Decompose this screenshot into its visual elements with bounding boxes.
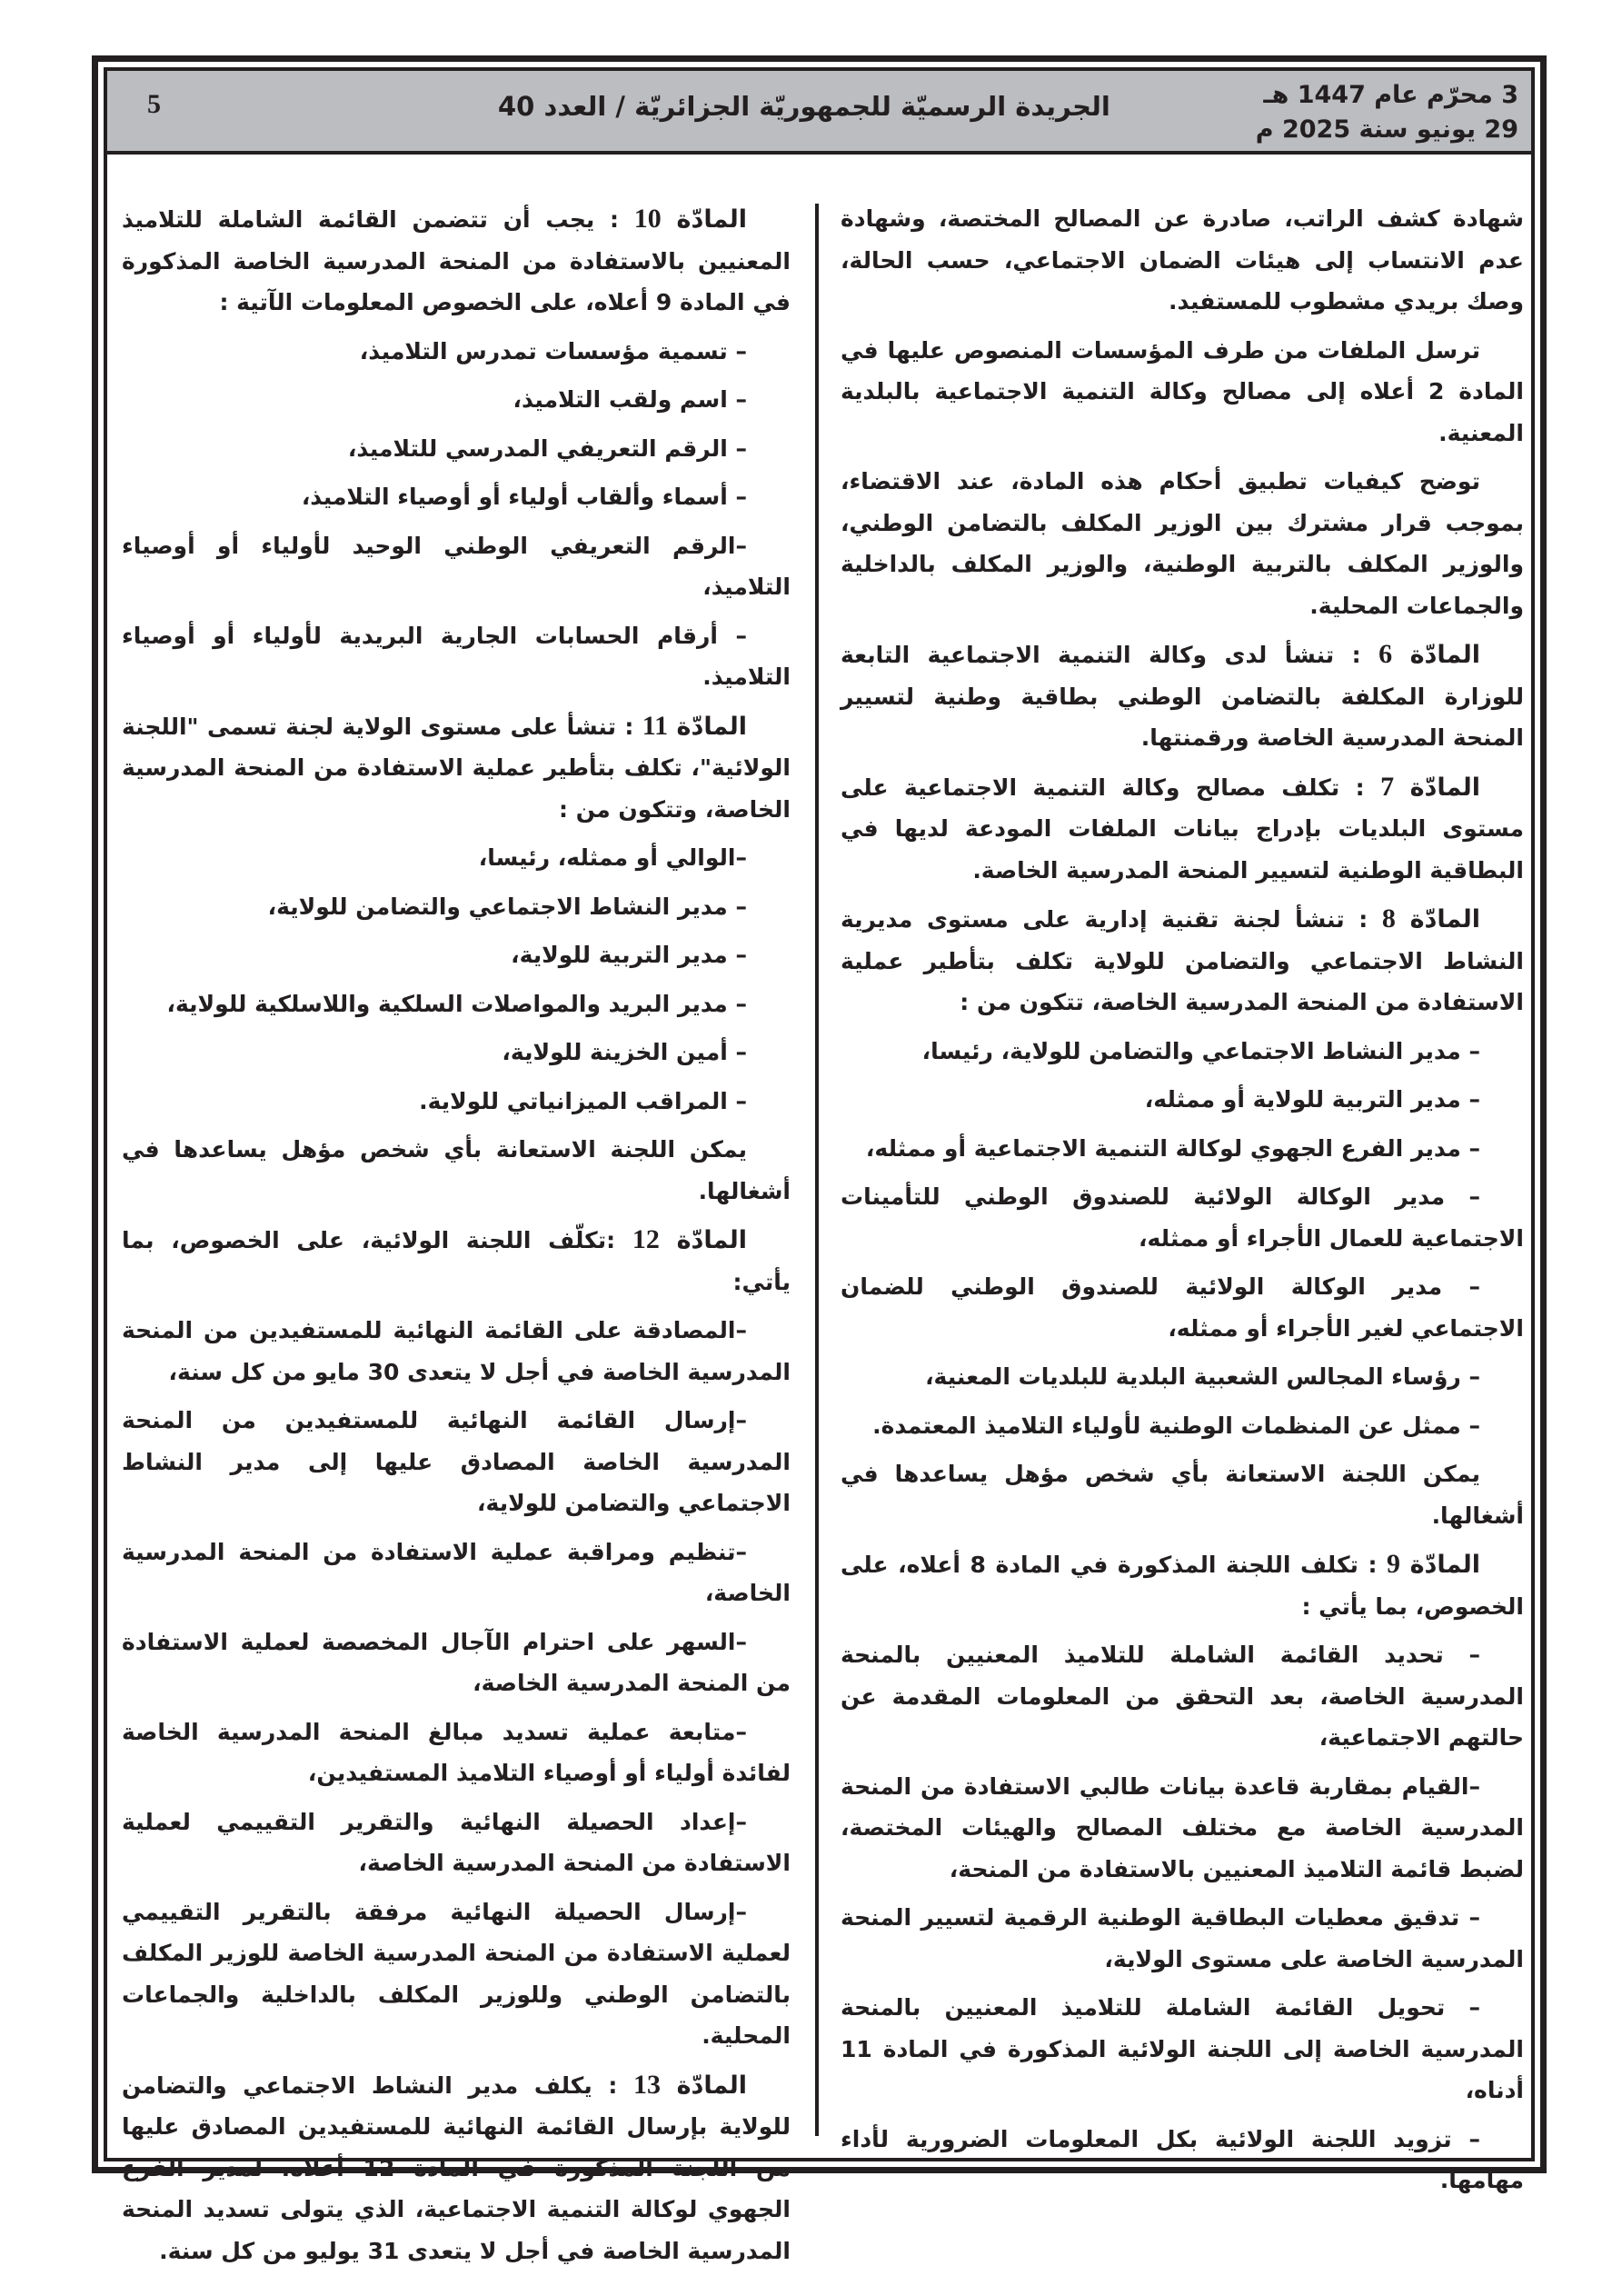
article-label: المادّة	[676, 2071, 747, 2100]
article-number: 9	[1387, 1549, 1401, 1579]
list-item: –إرسال الحصيلة النهائية مرفقة بالتقرير التقييمي لعملية الاستفادة من المنحة المدرسية الخاصة للوزير المكلف بالتضامن الوطني وللوزير المكلف بالداخلية والجماعات المحلية.	[122, 1898, 791, 2049]
list-item: – تحويل القائمة الشاملة للتلاميذ المعنيين بالمنحة المدرسية الخاصة إلى اللجنة الولائية المذكورة في المادة 11 أدناه،	[841, 1994, 1524, 2103]
list-item: –القيام بمقاربة قاعدة بيانات طالبي الاستفادة من المنحة المدرسية الخاصة مع مختلف المصالح والهيئات المختصة، لضبط قائمة التلاميذ المعنيين بالاستفادة من المنحة،	[841, 1772, 1524, 1882]
article-10	[122, 198, 791, 324]
list-item: – تزويد اللجنة الولائية بكل المعلومات الضرورية لأداء مهامها.	[841, 2125, 1524, 2193]
article-number: 6	[1378, 639, 1393, 669]
list-item: – مدير التربية للولاية،	[511, 942, 747, 968]
list-item: – مدير الفرع الجهوي لوكالة التنمية الاجتماعية أو ممثله،	[865, 1134, 1480, 1162]
list-item: –إعداد الحصيلة النهائية والتقرير التقييمي لعملية الاستفادة من المنحة المدرسية الخاصة،	[122, 1808, 791, 1876]
list-item: – مدير البريد والمواصلات السلكية واللاسلكية للولاية،	[166, 990, 747, 1017]
column-divider	[815, 204, 819, 2136]
article-label: المادّة	[676, 712, 747, 741]
list-item: – أرقام الحسابات الجارية البريدية لأولياء أو أوصياء التلاميذ.	[122, 622, 791, 690]
list-item: – تسمية مؤسسات تمدرس التلاميذ،	[359, 337, 747, 364]
issue-date	[1256, 78, 1518, 147]
list-item: – تحديد القائمة الشاملة للتلاميذ المعنيين بالمنحة المدرسية الخاصة، بعد التحقق من المعلومات المقدمة عن حالتهم الاجتماعية،	[841, 1642, 1524, 1751]
article-8	[841, 898, 1524, 1023]
page-header	[107, 71, 1531, 155]
article-number: 13	[632, 2069, 661, 2100]
article-9	[841, 1543, 1524, 1627]
list-item: – أمين الخزينة للولاية،	[502, 1039, 747, 1065]
article-number: 12	[632, 1224, 660, 1254]
list-item: – تدقيق معطيات البطاقية الوطنية الرقمية لتسيير المنحة المدرسية الخاصة على مستوى الولاية،	[841, 1904, 1524, 1972]
article-label: المادّة	[1409, 773, 1480, 802]
paragraph: شهادة كشف الراتب، صادرة عن المصالح المختصة، وشهادة عدم الانتساب إلى هيئات الضمان الاجتماعي، حسب الحالة، وصك بريدي مشطوب للمستفيد.	[841, 205, 1524, 314]
gregorian-date: 29 يونيو سنة 2025 م	[1255, 115, 1518, 144]
list-item: – مدير النشاط الاجتماعي والتضامن للولاية،	[267, 893, 747, 920]
list-item: – أسماء وألقاب أولياء أو أوصياء التلاميذ،	[301, 484, 747, 510]
article-6	[841, 634, 1524, 759]
list-item: –تنظيم ومراقبة عملية الاستفادة من المنحة المدرسية الخاصة،	[122, 1538, 791, 1606]
right-column	[841, 198, 1524, 2209]
article-text: : يجب أن تتضمن القائمة الشاملة للتلاميذ المعنيين بالاستفادة من المنحة المدرسية الخاصة المذكورة في المادة 9 أعلاه، على الخصوص المعلومات الآتية :	[122, 206, 791, 315]
list-item: – رؤساء المجالس الشعبية البلدية للبلديات المعنية،	[925, 1363, 1480, 1390]
list-item: –الوالي أو ممثله، رئيسا،	[478, 844, 747, 871]
list-item: – ممثل عن المنظمات الوطنية لأولياء التلاميذ المعتمدة.	[872, 1412, 1480, 1439]
article-11	[122, 705, 791, 831]
list-item: – مدير التربية للولاية أو ممثله،	[1144, 1086, 1480, 1113]
list-item: –إرسال القائمة النهائية للمستفيدين من المنحة المدرسية الخاصة المصادق عليها إلى مدير النشاط الاجتماعي والتضامن للولاية،	[122, 1407, 791, 1516]
page-border-inner	[104, 67, 1535, 2264]
article-text: : يكلف مدير النشاط الاجتماعي والتضامن للولاية بإرسال القائمة النهائية للمستفيدين المصادق عليها من اللجنة المذكورة في المادة 12 أعلاه، لمدير الفرع الجهوي لوكالة التنمية الاجتماعية، الذي يتولى تسديد المنحة المدرسية الخاصة في أجل لا يتعدى 31 يوليو من كل سنة.	[122, 2071, 791, 2264]
list-item: –الرقم التعريفي الوطني الوحيد لأولياء أو أوصياء التلاميذ،	[122, 532, 791, 600]
list-item: – اسم ولقب التلاميذ،	[512, 386, 747, 413]
article-text: :تكلّف اللجنة الولائية، على الخصوص، بما يأتي:	[122, 1227, 791, 1295]
article-number: 10	[633, 204, 662, 234]
article-label: المادّة	[1409, 641, 1480, 669]
article-7	[841, 766, 1524, 892]
article-number: 11	[642, 710, 669, 741]
list-item: –متابعة عملية تسديد مبالغ المنحة المدرسية الخاصة لفائدة أولياء أو أوصياء التلاميذ المستفيدين،	[122, 1718, 791, 1786]
article-13	[122, 2064, 791, 2272]
left-column	[122, 198, 791, 2279]
list-item: –السهر على احترام الآجال المخصصة لعملية الاستفادة من المنحة المدرسية الخاصة،	[122, 1628, 791, 1696]
journal-title: الجريدة الرسميّة للجمهوريّة الجزائريّة / العدد 40	[498, 91, 1110, 122]
list-item: – الرقم التعريفي المدرسي للتلاميذ،	[347, 434, 747, 462]
article-number: 8	[1381, 903, 1396, 933]
hijri-date: 3 محرّم عام 1447 هـ	[1263, 81, 1518, 109]
list-item: – مدير الوكالة الولائية للصندوق الوطني للضمان الاجتماعي لغير الأجراء أو ممثله،	[841, 1273, 1524, 1342]
list-item: – مدير الوكالة الولائية للصندوق الوطني للتأمينات الاجتماعية للعمال الأجراء أو ممثله،	[841, 1183, 1524, 1252]
article-text: : تنشأ على مستوى الولاية لجنة تسمى "اللجنة الولائية"، تكلف بتأطير عملية الاستفادة من المنحة المدرسية الخاصة، وتتكون من :	[122, 713, 791, 823]
list-item: – مدير النشاط الاجتماعي والتضامن للولاية، رئيسا،	[921, 1037, 1480, 1064]
paragraph: ترسل الملفات من طرف المؤسسات المنصوص عليها في المادة 2 أعلاه إلى مصالح وكالة التنمية الاجتماعية بالبلدية المعنية.	[841, 336, 1524, 446]
page-number: 5	[147, 89, 161, 119]
paragraph: توضح كيفيات تطبيق أحكام هذه المادة، عند الاقتضاء، بموجب قرار مشترك بين الوزير المكلف بالتضامن الوطني، والوزير المكلف بالتربية الوطنية، والوزير المكلف بالداخلية والجماعات المحلية.	[841, 468, 1524, 619]
article-12	[122, 1219, 791, 1303]
list-item: –المصادقة على القائمة النهائية للمستفيدين من المنحة المدرسية الخاصة في أجل لا يتعدى 30 مايو من كل سنة،	[122, 1317, 791, 1385]
article-text: : تكلف مصالح وكالة التنمية الاجتماعية على مستوى البلديات بإدراج بيانات الملفات المودعة لديها في البطاقية الوطنية لتسيير المنحة المدرسية الخاصة.	[841, 774, 1524, 883]
article-number: 7	[1380, 771, 1395, 802]
article-label: المادّة	[1409, 905, 1480, 933]
article-label: المادّة	[1409, 1551, 1480, 1579]
list-item: – المراقب الميزانياتي للولاية.	[419, 1087, 747, 1114]
article-text: : تكلف اللجنة المذكورة في المادة 8 أعلاه، على الخصوص، بما يأتي :	[841, 1552, 1524, 1620]
page-border-outer	[92, 55, 1547, 2264]
article-text: : تنشأ لدى وكالة التنمية الاجتماعية التابعة للوزارة المكلفة بالتضامن الوطني بطاقية وطنية لتسيير المنحة المدرسية الخاصة ورقمنتها.	[841, 642, 1524, 751]
paragraph: يمكن اللجنة الاستعانة بأي شخص مؤهل يساعدها في أشغالها.	[841, 1461, 1524, 1529]
article-text: : تنشأ لجنة تقنية إدارية على مستوى مديرية النشاط الاجتماعي والتضامن للولاية تكلف بتأطير عملية الاستفادة من المنحة المدرسية الخاصة، تتكون من :	[841, 906, 1524, 1015]
paragraph: يمكن اللجنة الاستعانة بأي شخص مؤهل يساعدها في أشغالها.	[122, 1136, 791, 1204]
article-label: المادّة	[676, 205, 747, 234]
article-label: المادّة	[676, 1226, 747, 1254]
